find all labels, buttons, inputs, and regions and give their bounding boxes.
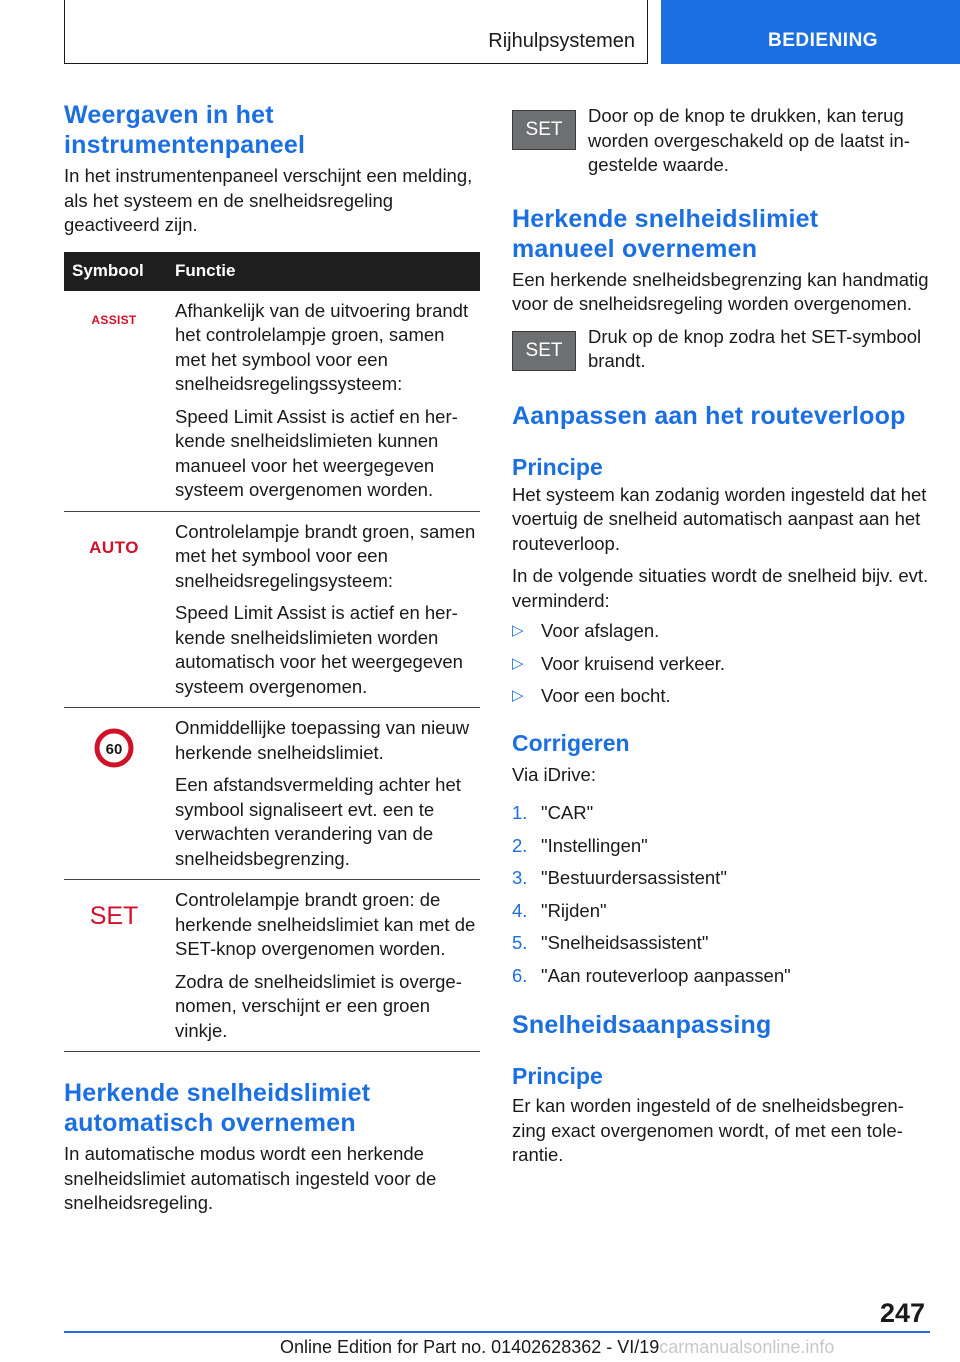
subheading-principe: Principe (512, 453, 603, 480)
manual-text: Een herkende snelheidsbegrenzing kan handmatig voor de snelheidsregeling worden overgenomen. (512, 268, 929, 314)
assist-symbol-icon: ASSIST (91, 312, 137, 327)
row-text: Onmiddellijke toepassing van nieuw herkende snelheidslimiet. (175, 717, 470, 763)
heading-route: Aanpassen aan het routeverloop (512, 401, 906, 430)
list-item: 6. "Aan routeverloop aanpassen" (512, 964, 791, 986)
triangle-bullet-icon: ▷ (512, 687, 524, 704)
table-row (64, 880, 480, 1052)
page-number: 247 (880, 1298, 926, 1328)
header-section-box (64, 0, 648, 64)
list-item: 5. "Snelheidsassistent" (512, 932, 709, 953)
heading-speed: Snelheidsaanpassing (512, 1011, 772, 1039)
table-row (64, 291, 480, 512)
watermark: carmanualsonline.info (659, 1337, 835, 1357)
heading-manual: Herkende snelheidslimiet manueel overnemen (512, 204, 819, 263)
set-symbol-icon: SET (89, 902, 139, 930)
edition-text: Online Edition for Part no. 01402628362 - VI/19 (280, 1337, 660, 1357)
row-text: Speed Limit Assist is actief en herkende snelheidslimieten kunnen manueel voor het weergegeven systeem overgenomen worden. (175, 405, 458, 500)
list-item: ▷ Voor afslagen. (512, 619, 930, 644)
auto-symbol-icon: AUTO (89, 537, 139, 557)
route-text-2: In de volgende situaties wordt de snelheid bijv. evt. verminderd: (512, 565, 929, 611)
row-text: Controlelampje brandt groen, samen met het symbool voor een snelheidsregelingsysteem: (175, 520, 476, 591)
row-text: Een afstandsvermelding achter het symbool signaliseert evt. een te verwachten verandering van de snelheidsbegrenzing. (175, 774, 461, 869)
triangle-bullet-icon: ▷ (512, 622, 524, 639)
table-header-row (64, 252, 480, 291)
table-row (64, 511, 480, 708)
table-row (64, 708, 480, 880)
speed-limit-sign-icon (94, 728, 134, 768)
list-item: ▷ Voor kruisend verkeer. (512, 652, 930, 677)
right-column (512, 104, 930, 1168)
row-text: Speed Limit Assist is actief en herkende snelheidslimieten worden automatisch voor het weergegeven systeem overgenomen. (175, 602, 463, 697)
footer-divider (64, 1331, 930, 1333)
row-text: Afhankelijk van de uitvoering brandt het controlelampje groen, samen met het symbool voor een snelheidsregelingssysteem: (175, 299, 469, 394)
speed-limit-value: 60 (105, 741, 123, 758)
steps-list (512, 801, 930, 988)
footer-edition (280, 1337, 834, 1358)
row-text: Controlelampje brandt groen: de herkende snelheidslimiet kan met de SET-knop overgenomen worden. (175, 889, 476, 959)
via-idrive: Via iDrive: (512, 763, 596, 785)
route-text-1: Het systeem kan zodanig worden ingesteld dat het voertuig de snelheid automatisch aanpast aan het routeverloop. (512, 483, 927, 554)
left-column (64, 100, 482, 1216)
display-intro: In het instrumentenpaneel verschijnt een melding, als het systeem en de snelheidsregeling geactiveerd zijn. (64, 165, 473, 235)
heading-auto: Herkende snelheidslimiet automatisch overnemen (64, 1079, 371, 1137)
subheading-corrigeren: Corrigeren (512, 729, 630, 756)
col-header-symbool: Symbool (64, 252, 175, 291)
symbol-table (64, 252, 480, 1053)
auto-text: In automatische modus wordt een herkende snelheidslimiet automatisch ingesteld voor de snelheidsregeling. (64, 1143, 437, 1213)
list-item: 3. "Bestuurdersassistent" (512, 867, 727, 888)
triangle-bullet-icon: ▷ (512, 654, 524, 672)
list-item: 2. "Instellingen" (512, 834, 648, 856)
speed-text: Er kan worden ingesteld of de snelheidsbegrenzing exact overgenomen wordt, of met een tolerantie. (512, 1095, 904, 1165)
set-text-1: Door op de knop te drukken, kan terug worden overgeschakeld op de laatst ingestelde waarde. (588, 105, 910, 175)
row-text: Zodra de snelheidslimiet is overgenomen, verschijnt er een groen vinkje. (175, 970, 462, 1041)
set-block-1 (512, 104, 930, 178)
list-item: ▷ Voor een bocht. (512, 684, 930, 709)
tab-label: BEDIENING (768, 30, 879, 51)
col-header-functie: Functie (175, 252, 480, 291)
set-button-icon: SET (512, 110, 576, 150)
set-button-icon: SET (512, 331, 576, 371)
heading-display: Weergaven in het instrumentenpaneel (64, 101, 306, 159)
set-block-2 (512, 325, 930, 375)
section-title: Rijhulpsystemen (488, 30, 635, 52)
subheading-principe-2: Principe (512, 1063, 603, 1089)
list-item: 4. "Rijden" (512, 899, 607, 921)
header-tab (661, 0, 960, 64)
list-item: 1. "CAR" (512, 802, 594, 823)
situation-list (512, 619, 930, 709)
set-text-2: Druk op de knop zodra het SET-symbool brandt. (588, 325, 922, 371)
